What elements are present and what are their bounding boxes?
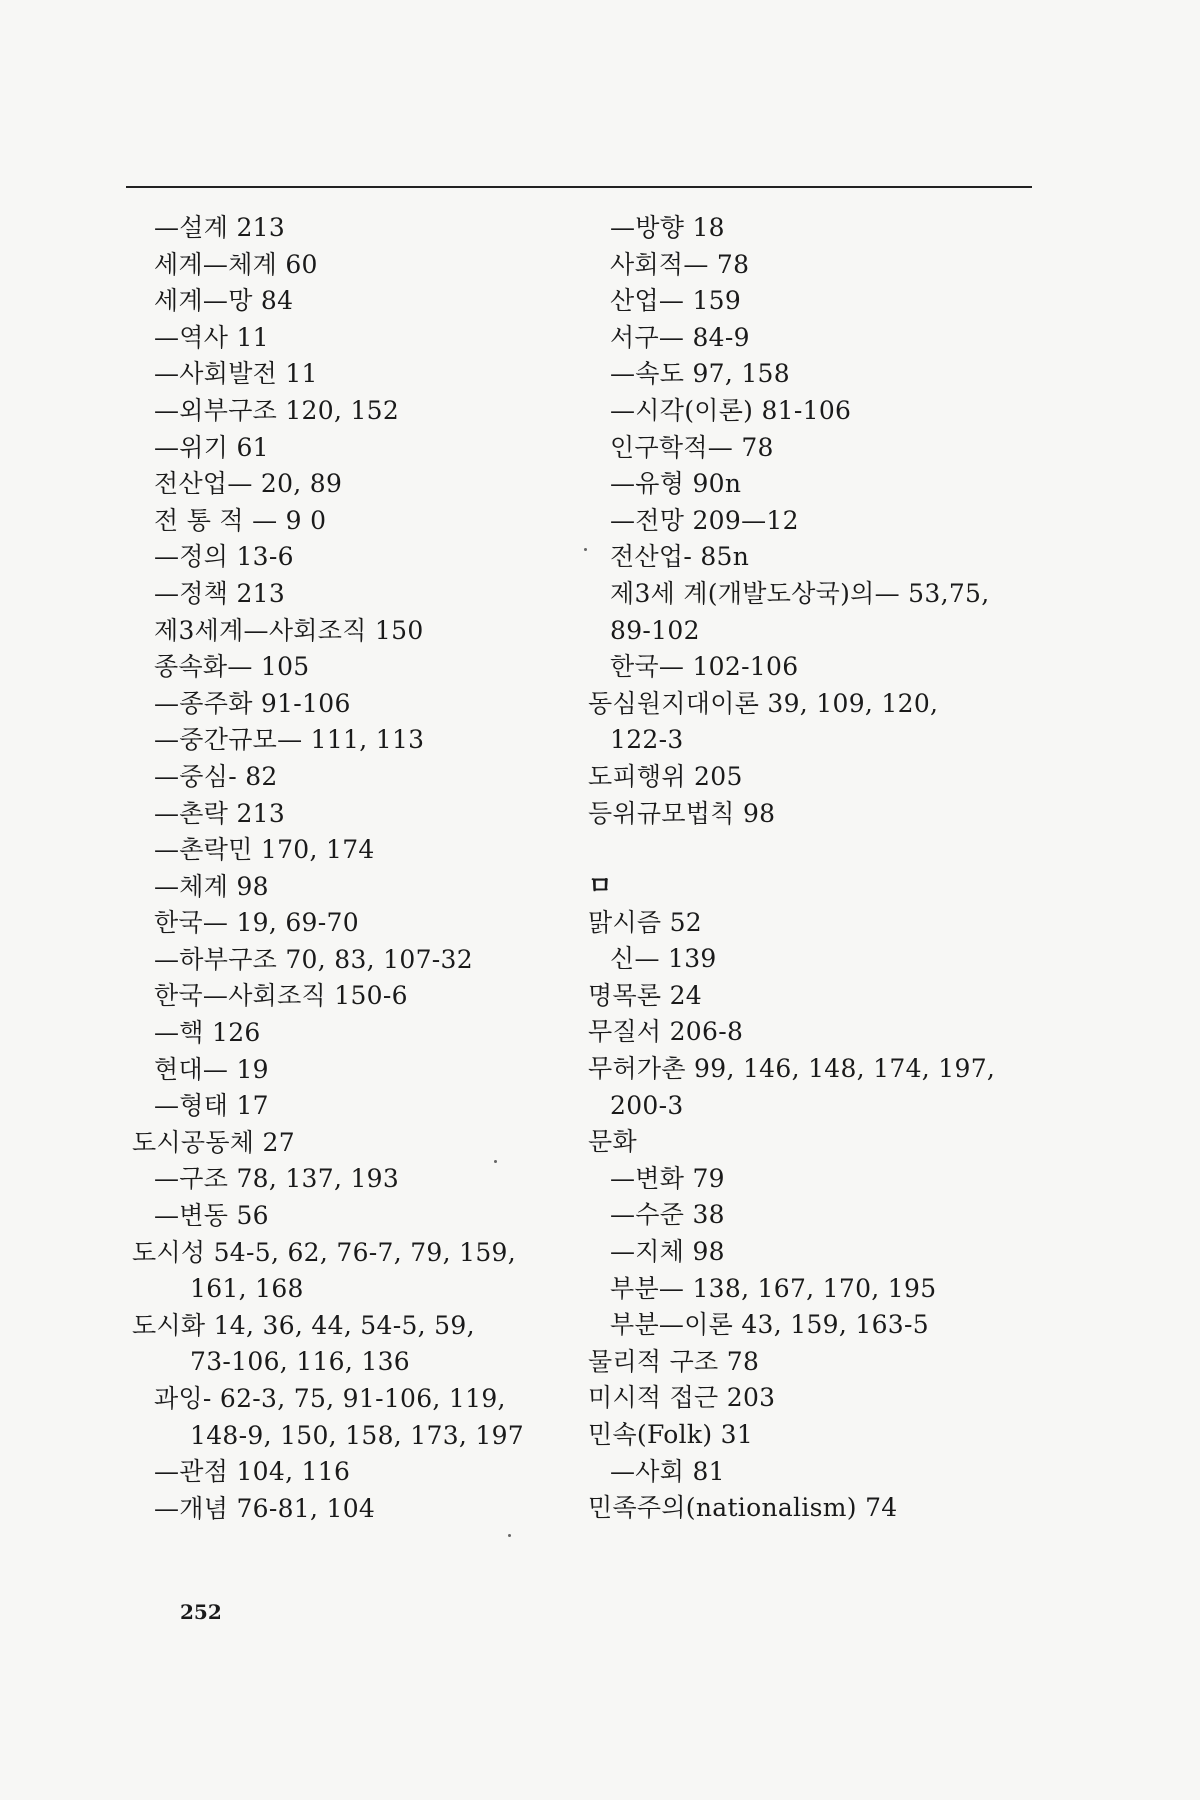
left-index-column xyxy=(132,210,572,1527)
index-entry: —변동 56 xyxy=(154,1201,269,1231)
index-entry: 122-3 xyxy=(610,725,684,755)
index-entry: 사회적— 78 xyxy=(610,249,750,279)
index-entry: 무허가촌 99, 146, 148, 174, 197, xyxy=(588,1054,996,1084)
index-entry: —수준 38 xyxy=(610,1200,725,1230)
index-entry: 민속(Folk) 31 xyxy=(588,1420,754,1449)
index-entry: —사회발전 11 xyxy=(154,359,318,389)
index-entry: 세계—체계 60 xyxy=(154,249,318,279)
index-entry: 등위규모법칙 98 xyxy=(588,798,776,828)
index-entry: 문화 xyxy=(588,1127,637,1157)
index-entry: —관점 104, 116 xyxy=(154,1457,351,1487)
index-entry: 200-3 xyxy=(610,1090,684,1120)
index-entry: 종속화— 105 xyxy=(154,652,310,682)
index-entry: 부분— 138, 167, 170, 195 xyxy=(610,1273,937,1303)
index-entry: 89-102 xyxy=(610,615,700,645)
index-entry: 미시적 접근 203 xyxy=(588,1383,776,1413)
index-entry: —설계 213 xyxy=(154,213,286,242)
index-entry: —역사 11 xyxy=(154,322,269,352)
index-entry: —중간규모— 111, 113 xyxy=(154,725,425,755)
index-entry: —시각(이론) 81-106 xyxy=(610,395,852,425)
right-index-entries-top xyxy=(588,210,1028,832)
index-entry: 148-9, 150, 158, 173, 197 xyxy=(190,1420,525,1450)
index-entry: 민족주의(nationalism) 74 xyxy=(588,1493,898,1523)
section-heading: ㅁ xyxy=(588,871,613,901)
page-number: 252 xyxy=(180,1600,222,1624)
index-entry: 동심원지대이론 39, 109, 120, xyxy=(588,688,939,718)
index-entry: —위기 61 xyxy=(154,432,269,462)
index-entry: 부분—이론 43, 159, 163-5 xyxy=(610,1310,929,1340)
speck-mark xyxy=(508,1534,511,1537)
index-entry: 161, 168 xyxy=(190,1274,304,1304)
index-entry: —촌락 213 xyxy=(154,798,286,828)
index-entry: 무질서 206-8 xyxy=(588,1017,744,1047)
index-entry: —개념 76-81, 104 xyxy=(154,1493,376,1523)
index-entry: 73-106, 116, 136 xyxy=(190,1347,410,1377)
index-entry: —종주화 91-106 xyxy=(154,688,351,718)
index-entry: 전 통 적 — 9 0 xyxy=(154,505,327,535)
header-rule xyxy=(126,186,1032,188)
index-entry: 전산업- 85n xyxy=(610,542,750,572)
index-entry: —속도 97, 158 xyxy=(610,359,790,389)
index-entry: 제3세계—사회조직 150 xyxy=(154,615,424,645)
index-entry: 물리적 구조 78 xyxy=(588,1346,760,1376)
index-entry: 신— 139 xyxy=(610,944,717,974)
index-entry: 도피행위 205 xyxy=(588,761,743,791)
index-entry: 서구— 84-9 xyxy=(610,322,750,352)
index-entry: —정의 13-6 xyxy=(154,542,294,572)
index-entry: 인구학적— 78 xyxy=(610,432,774,462)
index-entry: —형태 17 xyxy=(154,1091,269,1121)
speck-mark xyxy=(584,548,587,551)
index-entry: 도시성 54-5, 62, 76-7, 79, 159, xyxy=(132,1237,516,1267)
index-entry: —방향 18 xyxy=(610,213,725,242)
index-entry: —하부구조 70, 83, 107-32 xyxy=(154,944,473,974)
index-entry: 명목론 24 xyxy=(588,980,703,1010)
index-entry: 한국— 102-106 xyxy=(610,652,799,682)
index-entry: —체계 98 xyxy=(154,871,269,901)
index-entry: —지체 98 xyxy=(610,1237,725,1267)
index-entry: —촌락민 170, 174 xyxy=(154,835,375,865)
index-entry: —구조 78, 137, 193 xyxy=(154,1164,400,1194)
speck-mark xyxy=(494,1160,497,1163)
index-entry: 도시공동체 27 xyxy=(132,1127,295,1157)
index-entry: —전망 209—12 xyxy=(610,505,799,535)
index-entry: —사회 81 xyxy=(610,1456,725,1486)
index-entry: —변화 79 xyxy=(610,1163,725,1193)
index-entry: —핵 126 xyxy=(154,1018,261,1048)
index-entry: 현대— 19 xyxy=(154,1054,269,1084)
index-entry: 과잉- 62-3, 75, 91-106, 119, xyxy=(154,1384,506,1413)
index-entry: 세계—망 84 xyxy=(154,286,294,316)
index-entry: 제3세 계(개발도상국)의— 53,75, xyxy=(610,578,990,608)
right-index-entries-bottom xyxy=(588,905,1028,1527)
index-entry: 맑시즘 52 xyxy=(588,907,703,937)
index-entry: —외부구조 120, 152 xyxy=(154,395,400,425)
index-entry: 산업— 159 xyxy=(610,286,742,316)
index-entry: —정책 213 xyxy=(154,578,286,608)
index-entry: —유형 90n xyxy=(610,469,742,499)
index-entry: 한국— 19, 69-70 xyxy=(154,908,359,938)
right-index-column xyxy=(588,210,1028,1527)
index-entry: 도시화 14, 36, 44, 54-5, 59, xyxy=(132,1310,475,1340)
index-entry: —중심- 82 xyxy=(154,761,278,791)
index-entry: 한국—사회조직 150-6 xyxy=(154,981,408,1011)
index-entry: 전산업— 20, 89 xyxy=(154,469,343,499)
